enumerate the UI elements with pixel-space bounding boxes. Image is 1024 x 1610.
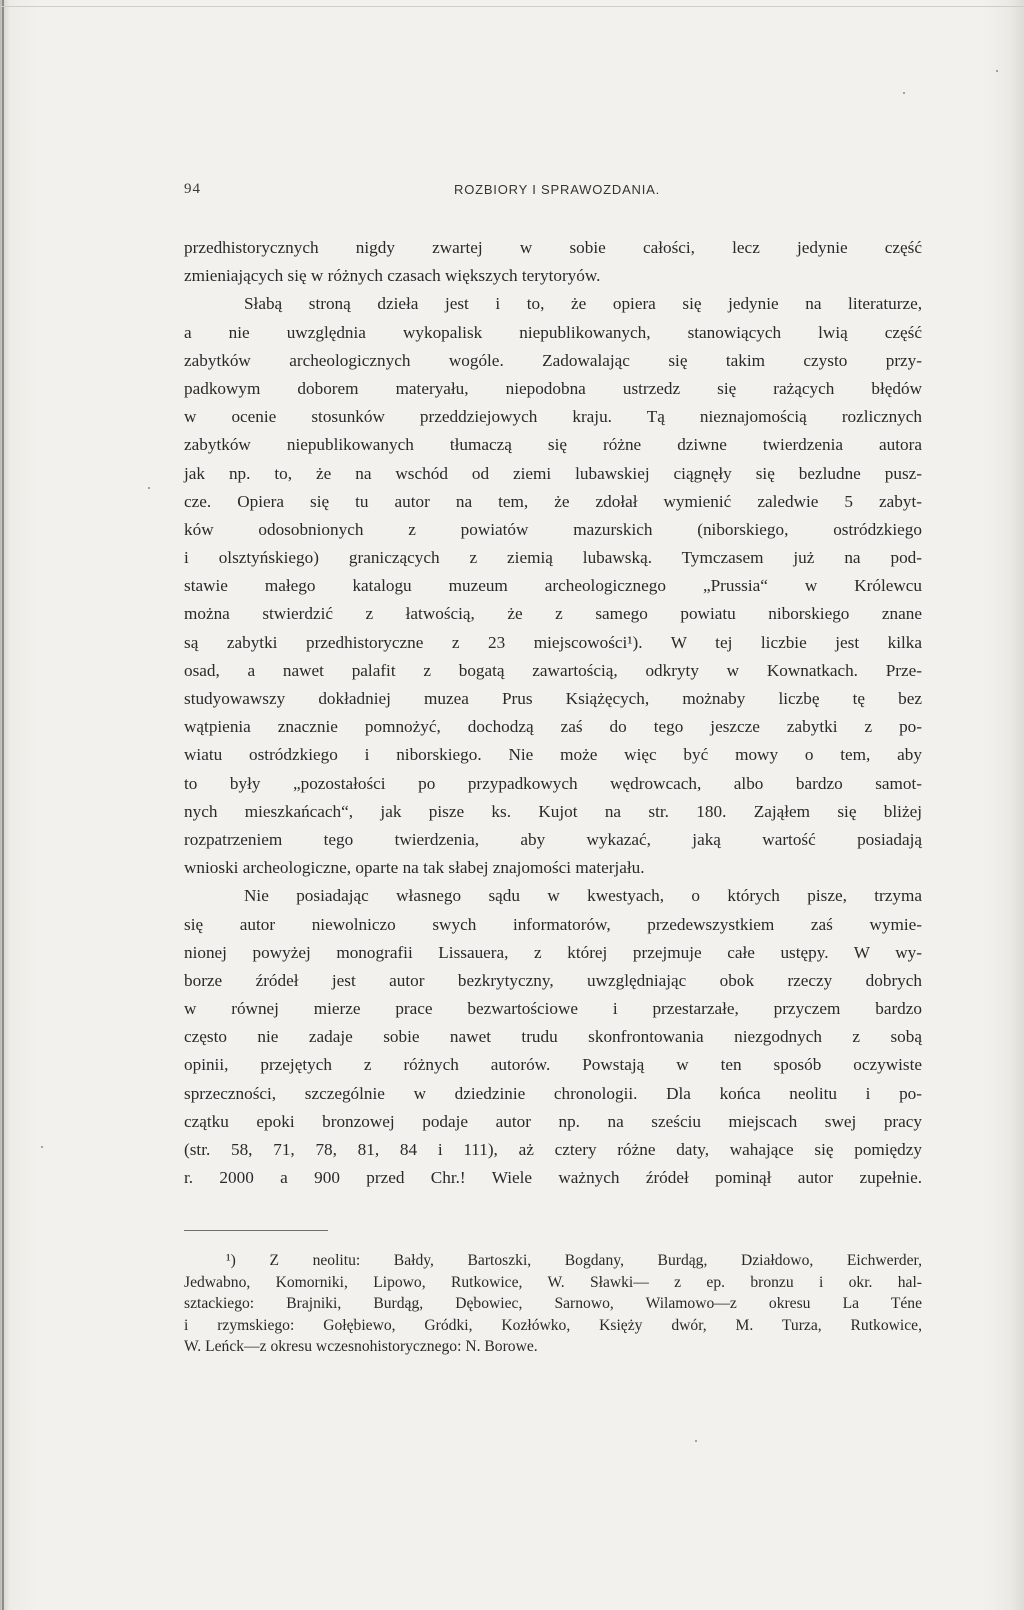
binding-edge (2, 0, 4, 1610)
text-line: nych mieszkańcach“, jak pisze ks. Kujot na str. 180. Zająłem się bliżej (184, 801, 922, 821)
text-line: r. 2000 a 900 przed Chr.! Wiele ważnych źródeł pominął autor zupełnie. (184, 1168, 922, 1188)
running-title: ROZBIORY I SPRAWOZDANIA. (454, 182, 661, 197)
text-line: a nie uwzględnia wykopalisk niepublikowanych, stanowiących lwią część (184, 322, 922, 342)
text-line: często nie zadaje sobie nawet trudu skonfrontowania niezgodnych z sobą (184, 1027, 922, 1047)
text-line: borze źródeł jest autor bezkrytyczny, uwzględniając obok rzeczy dobrych (184, 970, 922, 990)
paper-speck (148, 487, 150, 489)
text-line: są zabytki przedhistoryczne z 23 miejscowości¹). W tej liczbie jest kilka (184, 632, 922, 652)
text-line: wnioski archeologiczne, oparte na tak słabej znajomości materjału. (184, 858, 645, 878)
text-line: w równej mierze prace bezwartościowe i przestarzałe, przyczem bardzo (184, 999, 922, 1019)
paper-speck (41, 1146, 43, 1148)
footnote-line: i rzymskiego: Gołębiewo, Gródki, Kozłówko, Księży dwór, M. Turza, Rutkowice, (184, 1316, 922, 1334)
footnote-line: sztackiego: Brajniki, Burdąg, Dębowiec, Sarnowo, Wilamowo—z okresu La Téne (184, 1295, 922, 1313)
text-line: studyowawszy dokładniej muzea Prus Książęcych, możnaby liczbę tę bez (184, 689, 922, 708)
paper-speck (996, 70, 998, 72)
body-text (184, 234, 922, 1192)
text-line: cze. Opiera się tu autor na tem, że zdołał wymienić zaledwie 5 zabyt- (184, 491, 922, 511)
text-line: w ocenie stosunków przeddziejowych kraju. Tą nieznajomością rozlicznych (184, 407, 922, 427)
text-line: ków odosobnionych z powiatów mazurskich (niborskiego, ostródzkiego (184, 519, 922, 539)
page-header (184, 181, 722, 205)
footnote-line: ¹) Z neolitu: Bałdy, Bartoszki, Bogdany, Burdąg, Działdowo, Eichwerder, (226, 1252, 922, 1269)
footnote-line: W. Leńck—z okresu wczesnohistorycznego: N. Borowe. (184, 1338, 538, 1356)
text-line: nionej powyżej monografii Lissauera, z której przejmuje całe ustępy. W wy- (184, 942, 922, 962)
text-line: czątku epoki bronzowej podaje autor np. na sześciu miejscach swej pracy (184, 1111, 922, 1131)
text-line: zmieniających się w różnych czasach większych terytoryów. (184, 266, 601, 286)
text-line: i olsztyńskiego) graniczących z ziemią lubawską. Tymczasem już na pod- (184, 548, 922, 568)
text-line: przedhistorycznych nigdy zwartej w sobie całości, lecz jedynie część (184, 238, 922, 257)
text-line: osad, a nawet palafit z bogatą zawartością, odkryty w Kownatkach. Prze- (184, 660, 922, 680)
text-line: opinii, przejętych z różnych autorów. Powstają w ten sposób oczywiste (184, 1055, 922, 1075)
text-line: rozpatrzeniem tego twierdzenia, aby wykazać, jaką wartość posiadają (184, 829, 922, 849)
text-line: sprzeczności, szczególnie w dziedzinie chronologii. Dla końca neolitu i po- (184, 1083, 922, 1103)
text-line: można stwierdzić z łatwością, że z samego powiatu niborskiego znane (184, 604, 922, 624)
page-number: 94 (184, 181, 201, 197)
footnote-line: Jedwabno, Komorniki, Lipowo, Rutkowice, W. Sławki— z ep. bronzu i okr. hal- (184, 1273, 922, 1291)
footnotes (184, 1250, 922, 1358)
text-line: jak np. to, że na wschód od ziemi lubawskiej ciągnęły się bezludne pusz- (184, 463, 922, 483)
text-line: wątpienia znacznie pomnożyć, dochodzą zaś do tego jeszcze zabytki z po- (184, 717, 922, 737)
text-line: wiatu ostródzkiego i niborskiego. Nie może więc być mowy o tem, aby (184, 745, 922, 765)
text-line: padkowym doborem materyału, niepodobna ustrzedz się rażących błędów (184, 378, 922, 398)
text-line: Słabą stroną dzieła jest i to, że opiera się jedynie na literaturze, (244, 294, 922, 314)
scan-edge (0, 6, 1024, 7)
paper-speck (695, 1440, 697, 1442)
text-line: stawie małego katalogu muzeum archeologicznego „Prussia“ w Królewcu (184, 576, 922, 596)
text-line: (str. 58, 71, 78, 81, 84 i 111), aż cztery różne daty, wahające się pomiędzy (184, 1140, 922, 1159)
text-line: zabytków niepublikowanych tłumaczą się różne dziwne twierdzenia autora (184, 435, 922, 455)
text-line: zabytków archeologicznych wogóle. Zadowalając się takim czysto przy- (184, 350, 922, 370)
footnote-separator (184, 1230, 328, 1231)
paper-speck (903, 92, 905, 94)
text-line: się autor niewolniczo swych informatorów, przedewszystkiem zaś wymie- (184, 914, 922, 934)
text-line: Nie posiadając własnego sądu w kwestyach, o których pisze, trzyma (244, 886, 922, 906)
text-line: to były „pozostałości po przypadkowych wędrowcach, albo bardzo samot- (184, 773, 922, 793)
